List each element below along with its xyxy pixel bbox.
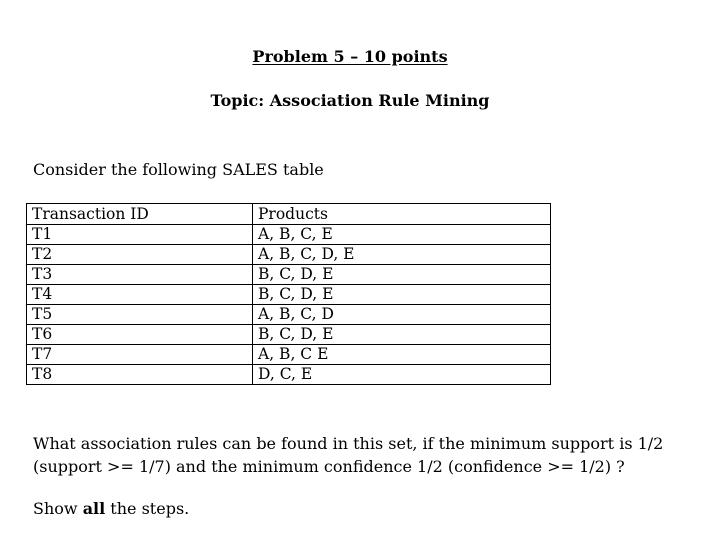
products-cell: A, B, C, E bbox=[253, 225, 551, 245]
products-cell: A, B, C E bbox=[253, 345, 551, 365]
table-row bbox=[27, 345, 551, 365]
table-header-row bbox=[27, 204, 551, 225]
products-cell: A, B, C, D, E bbox=[253, 245, 551, 265]
table-row bbox=[27, 285, 551, 305]
table-row bbox=[27, 265, 551, 285]
problem-title: Problem 5 – 10 points bbox=[252, 47, 448, 66]
transaction-id-cell: T7 bbox=[27, 345, 253, 365]
transaction-id-cell: T3 bbox=[27, 265, 253, 285]
table-row bbox=[27, 305, 551, 325]
instruction-prefix: Show bbox=[33, 499, 83, 518]
column-header-transaction-id: Transaction ID bbox=[27, 204, 253, 225]
transaction-id-cell: T2 bbox=[27, 245, 253, 265]
instruction-suffix: the steps. bbox=[105, 499, 190, 518]
instruction-emphasis: all bbox=[82, 499, 106, 518]
question-text: What association rules can be found in this set, if the minimum support is 1/2 (support >= 1/7) and the minimum confidence 1/2 (confidence >= 1/2) ? bbox=[33, 434, 664, 476]
products-cell: B, C, D, E bbox=[253, 285, 551, 305]
transaction-id-cell: T5 bbox=[27, 305, 253, 325]
products-cell: A, B, C, D bbox=[253, 305, 551, 325]
products-cell: B, C, D, E bbox=[253, 265, 551, 285]
instruction-text bbox=[33, 499, 189, 518]
column-header-products: Products bbox=[253, 204, 551, 225]
intro-text: Consider the following SALES table bbox=[33, 160, 324, 179]
table-row bbox=[27, 225, 551, 245]
table-row bbox=[27, 365, 551, 385]
transaction-id-cell: T6 bbox=[27, 325, 253, 345]
table-row bbox=[27, 245, 551, 265]
products-cell: D, C, E bbox=[253, 365, 551, 385]
transaction-id-cell: T8 bbox=[27, 365, 253, 385]
table-row bbox=[27, 325, 551, 345]
sales-table bbox=[26, 203, 551, 385]
transaction-id-cell: T4 bbox=[27, 285, 253, 305]
topic-heading: Topic: Association Rule Mining bbox=[210, 91, 490, 110]
products-cell: B, C, D, E bbox=[253, 325, 551, 345]
transaction-id-cell: T1 bbox=[27, 225, 253, 245]
